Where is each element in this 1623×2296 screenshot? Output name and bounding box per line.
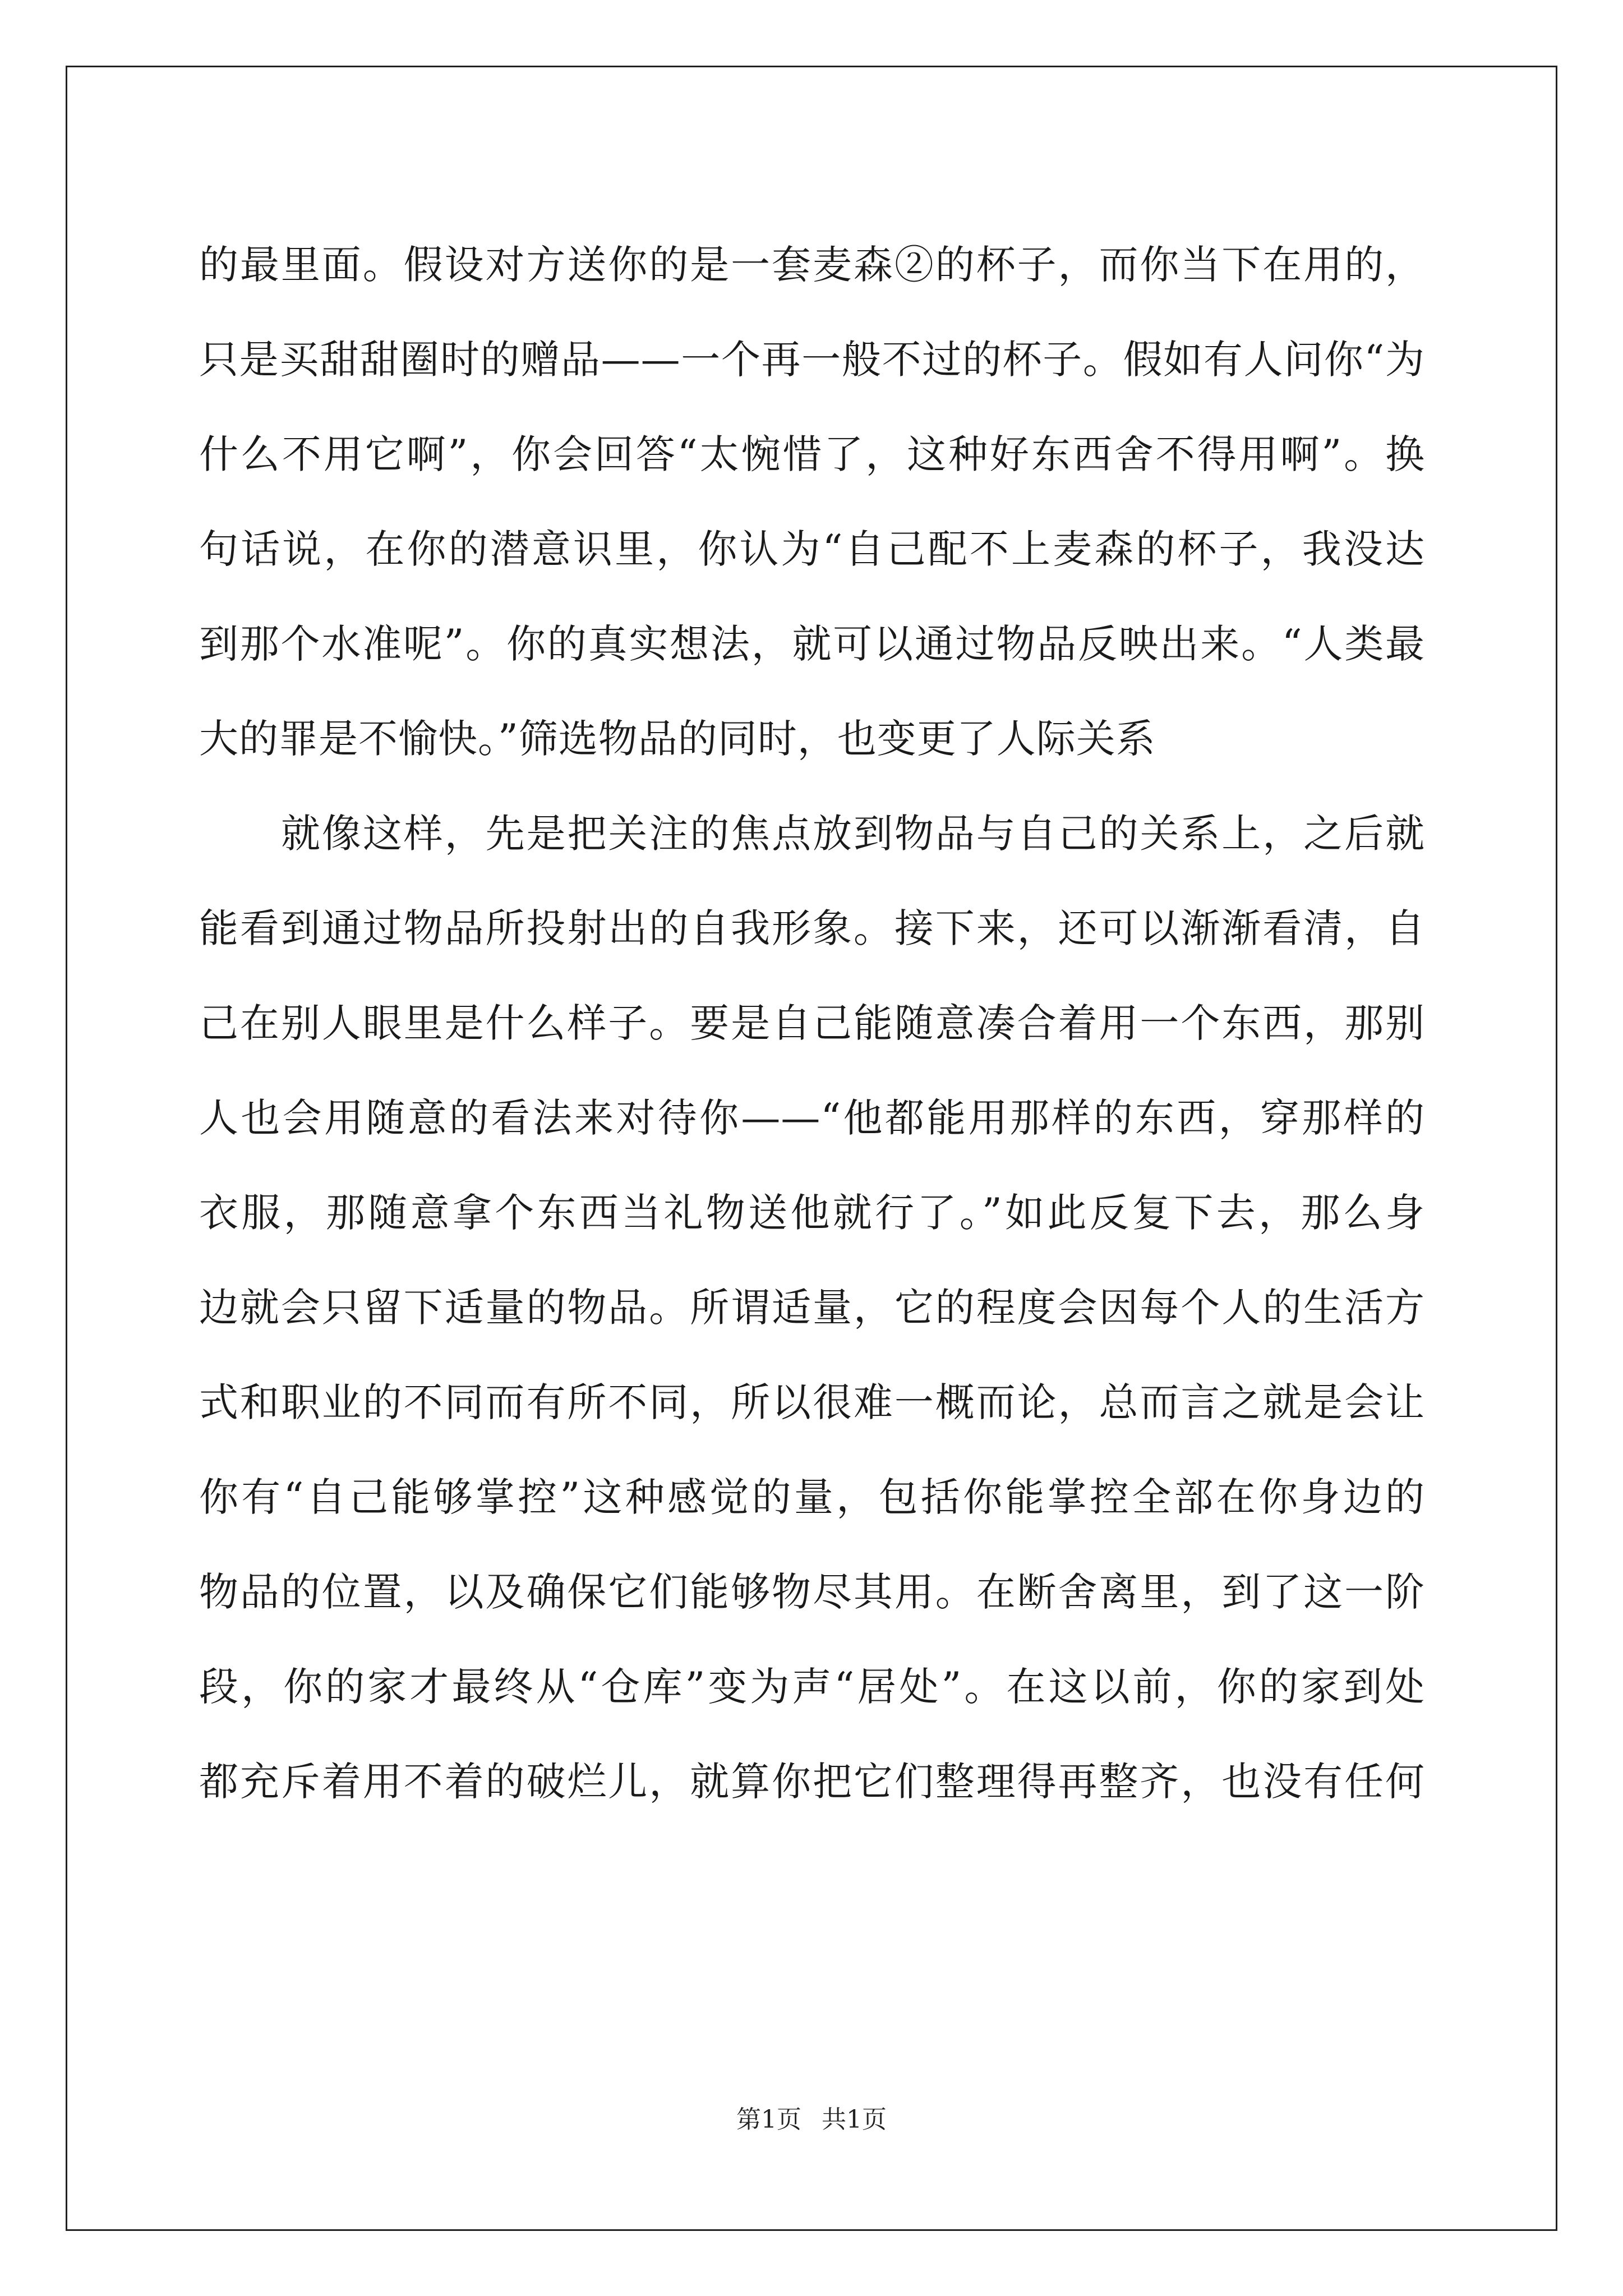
text-line: 物品的位置，以及确保它们能够物尽其用。在断舍离里，到了这一阶 [199, 1569, 1425, 1615]
page-footer [0, 2099, 1623, 2135]
text-line: 只是买甜甜圈时的赠品——一个再一般不过的杯子。假如有人问你“为 [199, 337, 1425, 383]
text-line: 到那个水准呢”。你的真实想法，就可以通过物品反映出来。“人类最 [199, 621, 1425, 667]
text-line: 都充斥着用不着的破烂儿，就算你把它们整理得再整齐，也没有任何 [199, 1759, 1425, 1805]
text-line: 大的罪是不愉快。”筛选物品的同时，也变更了人际关系 [199, 716, 1156, 762]
page-total: 共1页 [822, 2105, 887, 2134]
paragraph-first-line: 就像这样，先是把关注的焦点放到物品与自己的关系上，之后就 [281, 811, 1425, 857]
text-line: 己在别人眼里是什么样子。要是自己能随意凑合着用一个东西，那别 [199, 1000, 1425, 1046]
text-line: 的最里面。假设对方送你的是一套麦森②的杯子，而你当下在用的， [199, 242, 1425, 288]
document-body [199, 218, 1425, 1829]
text-line: 边就会只留下适量的物品。所谓适量，它的程度会因每个人的生活方 [199, 1285, 1425, 1331]
page-number: 第1页 [736, 2105, 801, 2134]
text-line: 能看到通过物品所投射出的自我形象。接下来，还可以渐渐看清，自 [199, 905, 1425, 951]
text-line: 段，你的家才最终从“仓库”变为声“居处”。在这以前，你的家到处 [199, 1664, 1425, 1710]
text-line: 人也会用随意的看法来对待你——“他都能用那样的东西，穿那样的 [199, 1095, 1425, 1141]
text-line: 你有“自己能够掌控”这种感觉的量，包括你能掌控全部在你身边的 [199, 1474, 1425, 1520]
text-line: 式和职业的不同而有所不同，所以很难一概而论，总而言之就是会让 [199, 1379, 1425, 1425]
text-line: 衣服，那随意拿个东西当礼物送他就行了。”如此反复下去，那么身 [199, 1190, 1425, 1236]
text-line: 句话说，在你的潜意识里，你认为“自己配不上麦森的杯子，我没达 [199, 526, 1425, 572]
text-line: 什么不用它啊”，你会回答“太惋惜了，这种好东西舍不得用啊”。换 [199, 431, 1425, 477]
